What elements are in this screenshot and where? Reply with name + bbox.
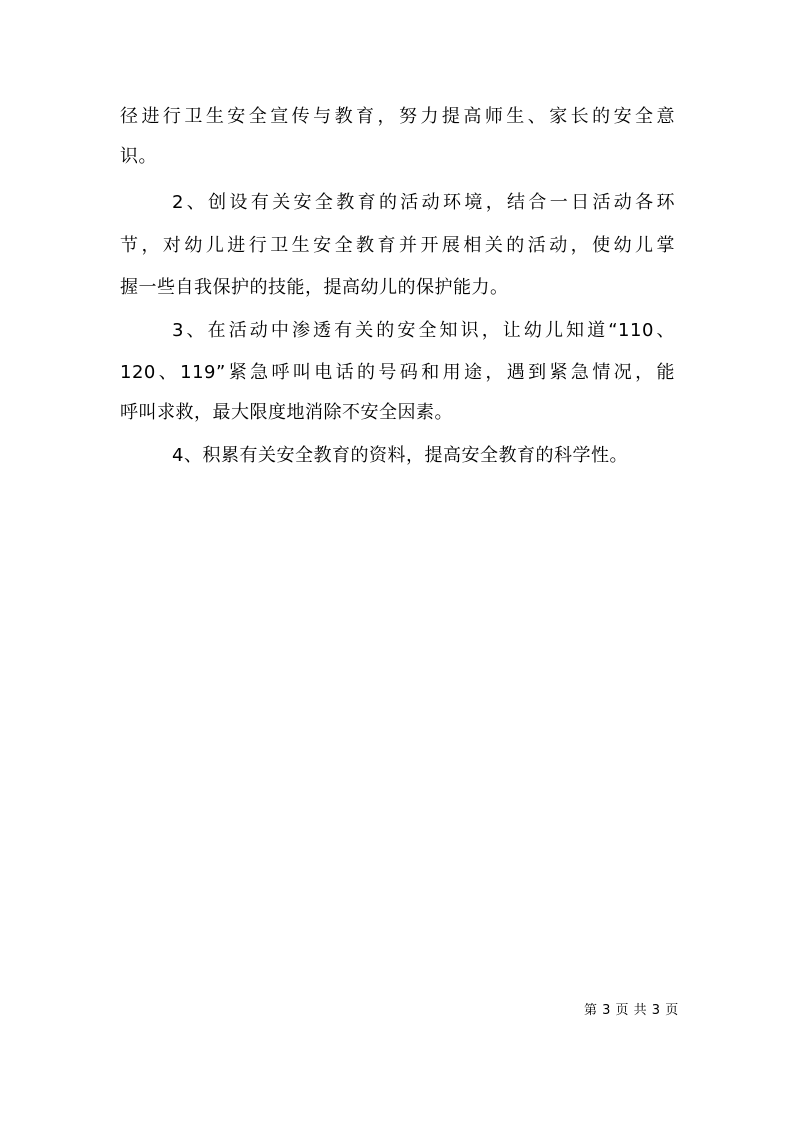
page-number-footer: 第 3 页 共 3 页 <box>584 1003 679 1018</box>
paragraph-line: 节，对幼儿进行卫生安全教育并开展相关的活动，使幼儿掌 <box>120 235 675 256</box>
paragraph-line: 呼叫求救，最大限度地消除不安全因素。 <box>120 402 453 423</box>
paragraph-line: 120、119”紧急呼叫电话的号码和用途，遇到紧急情况，能 <box>120 362 675 383</box>
paragraph-line: 4、积累有关安全教育的资料，提高安全教育的科学性。 <box>172 445 628 466</box>
paragraph-line: 识。 <box>120 146 157 167</box>
paragraph-line: 握一些自我保护的技能，提高幼儿的保护能力。 <box>120 277 509 298</box>
paragraph-line: 径进行卫生安全宣传与教育，努力提高师生、家长的安全意 <box>120 106 675 127</box>
paragraph-line: 2、创设有关安全教育的活动环境，结合一日活动各环 <box>172 192 675 213</box>
paragraph-line: 3、在活动中渗透有关的安全知识，让幼儿知道“110、 <box>172 320 675 341</box>
